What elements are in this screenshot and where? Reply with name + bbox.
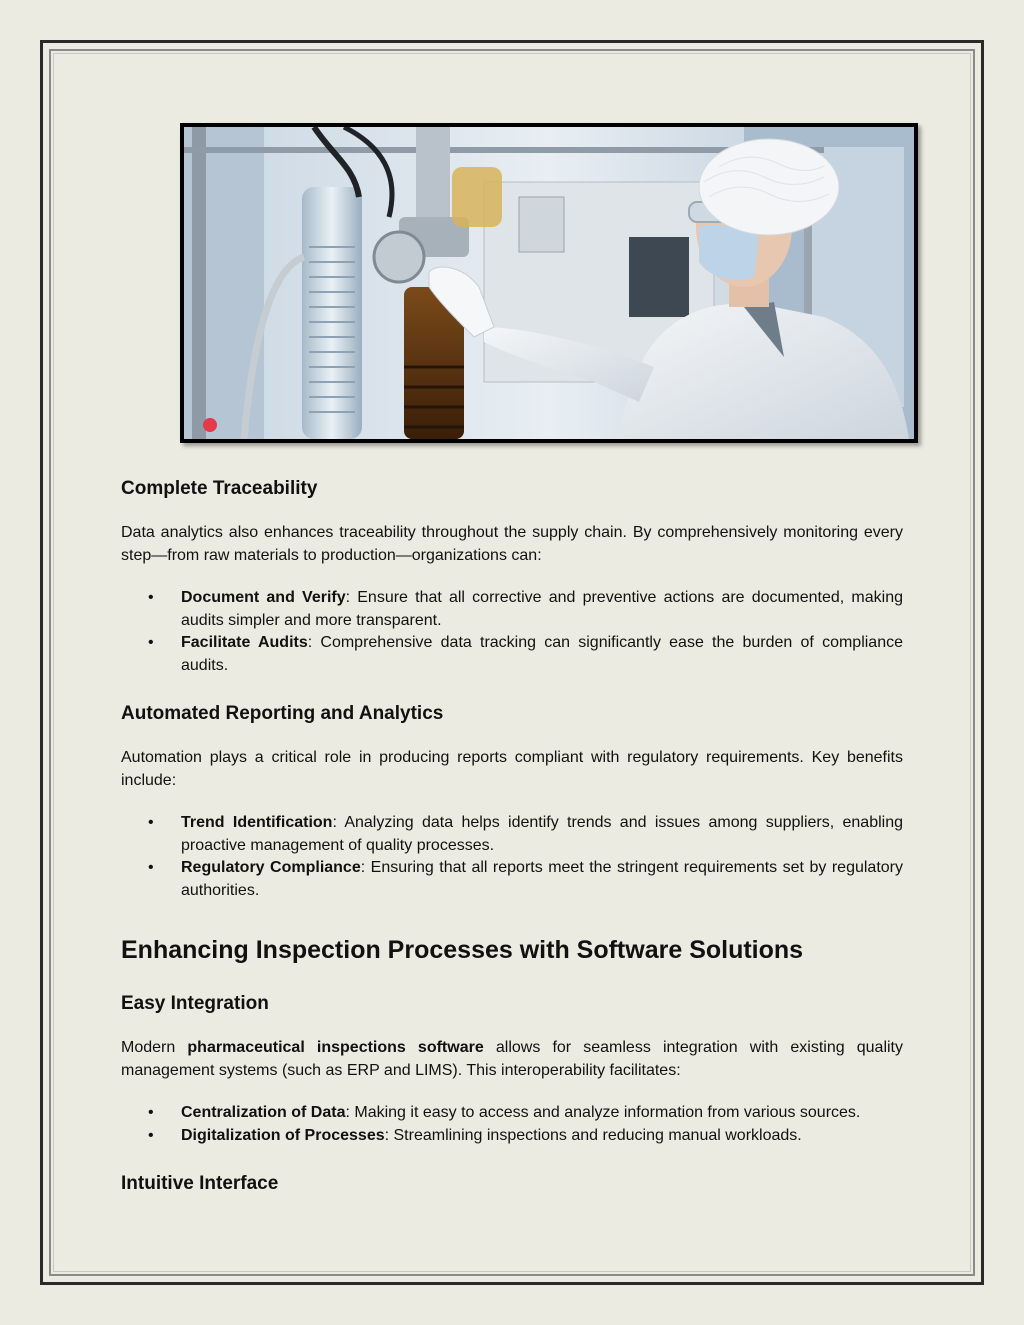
list-item (121, 1102, 903, 1125)
list-item-text: : Comprehensive data tracking can significantly ease the burden of compliance audits. (181, 634, 903, 674)
list-item-term: Facilitate Audits (181, 634, 308, 651)
list-item-text: : Streamlining inspections and reducing manual workloads. (384, 1126, 802, 1144)
list-item-text: : Ensure that all corrective and preventive actions are documented, making audits simpler and more transparent. (181, 589, 904, 629)
hero-image (180, 123, 918, 443)
bullet-icon: • (148, 859, 154, 876)
intro-text-pre: Modern (121, 1039, 188, 1056)
bullet-icon: • (148, 634, 154, 651)
heading-complete-traceability: Complete Traceability (121, 478, 318, 499)
paragraph-automation-intro: Automation plays a critical role in producing reports compliant with regulatory requirements. Key benefits include: (121, 749, 903, 789)
intro-text-post: allows for seamless integration with existing quality management systems (such as ERP and LIMS). This interoperability facilitates: (121, 1039, 904, 1079)
list-item-term: Regulatory Compliance (181, 859, 361, 876)
heading-easy-integration: Easy Integration (121, 993, 269, 1014)
bullet-icon: • (148, 589, 154, 606)
heading-automated-reporting: Automated Reporting and Analytics (121, 703, 444, 724)
list-traceability (121, 587, 903, 677)
scientist-lab-photo (184, 127, 914, 439)
bullet-icon: • (148, 814, 154, 831)
list-automation (121, 812, 903, 902)
list-item-term: Trend Identification (181, 814, 333, 831)
paragraph-traceability-intro: Data analytics also enhances traceability throughout the supply chain. By comprehensively monitoring every step—from raw materials to production—organizations can: (121, 524, 903, 564)
intro-text-bold: pharmaceutical inspections software (187, 1039, 484, 1056)
list-item (121, 587, 903, 632)
list-item-term: Document and Verify (181, 589, 346, 606)
list-integration (121, 1102, 903, 1147)
list-item-text: : Ensuring that all reports meet the stringent requirements set by regulatory authorities. (181, 859, 903, 899)
list-item-text: : Making it easy to access and analyze information from various sources. (345, 1104, 861, 1121)
list-item (121, 857, 903, 902)
list-item (121, 812, 903, 857)
list-item-term: Centralization of Data (181, 1104, 346, 1121)
list-item (121, 632, 903, 677)
list-item-term: Digitalization of Processes (181, 1126, 385, 1144)
paragraph-integration-intro (121, 1037, 903, 1082)
heading-intuitive-interface: Intuitive Interface (121, 1173, 279, 1194)
bullet-icon: • (148, 1104, 154, 1121)
bullet-icon: • (148, 1126, 154, 1144)
list-item (121, 1125, 903, 1148)
list-item-text: : Analyzing data helps identify trends and issues among suppliers, enabling proactive management of quality processes. (181, 814, 904, 854)
heading-enhancing-inspection: Enhancing Inspection Processes with Software Solutions (121, 936, 804, 964)
